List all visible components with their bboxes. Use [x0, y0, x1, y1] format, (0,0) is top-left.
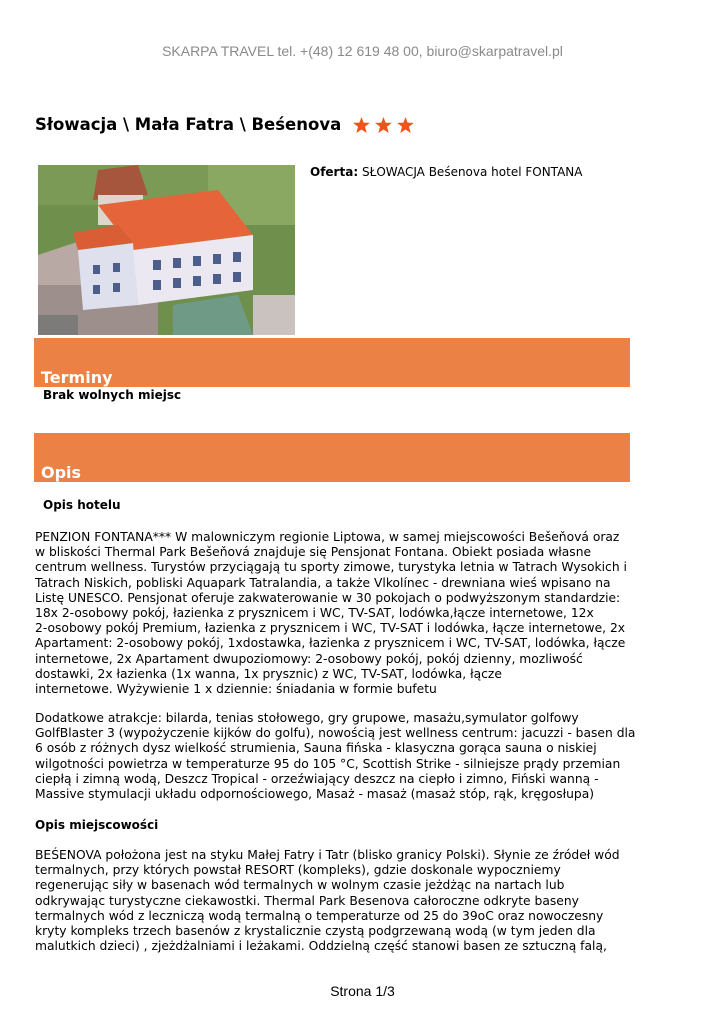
attractions-description	[35, 711, 635, 802]
hotel-photo	[38, 165, 295, 335]
text-line: BEŚENOVA położona jest na styku Małej Fatry i Tatr (blisko granicy Polski). Słynie ze źródeł wód	[35, 848, 620, 862]
star-icon	[375, 117, 392, 133]
location-description-heading: Opis miejscowości	[35, 818, 159, 832]
star-rating	[353, 117, 414, 133]
text-line: w bliskości Thermal Park Bešeňová znajduje się Pensjonat Fontana. Obiekt posiada własne	[35, 545, 592, 560]
text-line: ciepłą i zimną wodą, Deszcz Tropical - orzeźwiający deszcz na ciepło i zimno, Fiński wanną -	[35, 771, 599, 786]
text-line: odkrywając turystyczne ciekawostki. Thermal Park Besenova całoroczne odkryte baseny	[35, 893, 579, 908]
text-line: regenerując siły w basenach wód termalnych w wolnym czasie jeżdżąc na nartach lub	[35, 878, 565, 893]
text-line: internetowe, 2x Apartament dwupoziomowy: 2-osobowy pokój, pokój dzienny, mozliwość	[35, 651, 583, 666]
page-header: SKARPA TRAVEL tel. +(48) 12 619 48 00, biuro@skarpatravel.pl	[162, 43, 563, 59]
text-line: wilgotności powietrza w temperaturze 95 do 105 °C, Scottish Strike - silniejsze prądy przemian	[35, 756, 621, 771]
hotel-description-heading: Opis hotelu	[43, 498, 121, 512]
opis-section-bar	[34, 433, 630, 482]
title-row	[35, 115, 414, 134]
text-line: kryty kompleks trzech basenów z krystalicznie czystą podgrzewaną wodą (w tym jeden dla	[35, 924, 596, 939]
terminy-status: Brak wolnych miejsc	[43, 388, 182, 402]
hotel-description	[35, 530, 635, 697]
page-title: Słowacja \ Mała Fatra \ Beśenova	[35, 115, 342, 134]
text-line: Dodatkowe atrakcje: bilarda, tenias stołowego, gry grupowe, masażu,symulator golfowy	[35, 711, 579, 725]
terminy-section-bar	[34, 338, 630, 387]
offer-line	[310, 165, 582, 179]
text-line: termalnych wód z leczniczą wodą termalną o temperaturze od 25 do 39oC oraz nowoczesny	[35, 908, 604, 923]
offer-value: SŁOWACJA Beśenova hotel FONTANA	[361, 165, 583, 179]
text-line: PENZION FONTANA*** W malowniczym regionie Liptowa, w samej miejscowości Bešeňová oraz	[35, 530, 620, 544]
text-line: 18x 2-osobowy pokój, łazienka z prysznicem i WC, TV-SAT, lodówka,łącze internetowe, 12x	[35, 606, 594, 621]
opis-heading: Opis	[41, 463, 82, 482]
star-icon	[353, 117, 370, 133]
text-line: 6 osób z różnych dysz wielkość strumienia, Sauna fińska - klasyczna gorąca sauna o niskiej	[35, 741, 597, 756]
star-icon	[397, 117, 414, 133]
text-line: termalnych, przy których powstał RESORT (kompleks), gdzie doskonale wypoczniemy	[35, 863, 561, 878]
page-number: Strona 1/3	[330, 983, 395, 999]
text-line: centrum wellness. Turystów przyciągają tu sporty zimowe, turystyka letnia w Tatrach Wysokich i	[35, 560, 627, 575]
text-line: Listę UNESCO. Pensjonat oferuje zakwaterowanie w 30 pokojach o podwyższonym standardzie:	[35, 590, 621, 605]
location-description	[35, 848, 635, 954]
offer-label: Oferta:	[310, 165, 359, 179]
text-line: dostawki, 2x łazienka (1x wanna, 1x prysznic) z WC, TV-SAT, lodówka, łącze	[35, 666, 502, 681]
text-line: GolfBlaster 3 (wypożyczenie kijków do golfu), nowością jest wellness centrum: jacuzzi - basen dla	[35, 726, 636, 741]
text-line: Massive stymulacji układu odpornościowego, Masaż - masaż (masaż stóp, rąk, kręgosłupa)	[35, 787, 595, 802]
text-line: internetowe. Wyżywienie 1 x dziennie: śniadania w formie bufetu	[35, 682, 437, 697]
text-line: Apartament: 2-osobowy pokój, 1xdostawka, łazienka z prysznicem i WC, TV-SAT, lodówka, łącze	[35, 636, 626, 651]
text-line: 2-osobowy pokój Premium, łazienka z prysznicem i WC, TV-SAT i lodówka, łącze internetowe, 2x	[35, 621, 626, 636]
text-line: malutkich dzieci) , zjeżdżalniami i leżakami. Oddzielną część stanowi basen ze sztuczną falą,	[35, 939, 607, 954]
terminy-heading: Terminy	[41, 368, 113, 387]
text-line: Tatrach Niskich, pobliski Aquapark Tatralandia, a także Vlkolínec - drewniana wieś wpisano na	[35, 575, 611, 590]
